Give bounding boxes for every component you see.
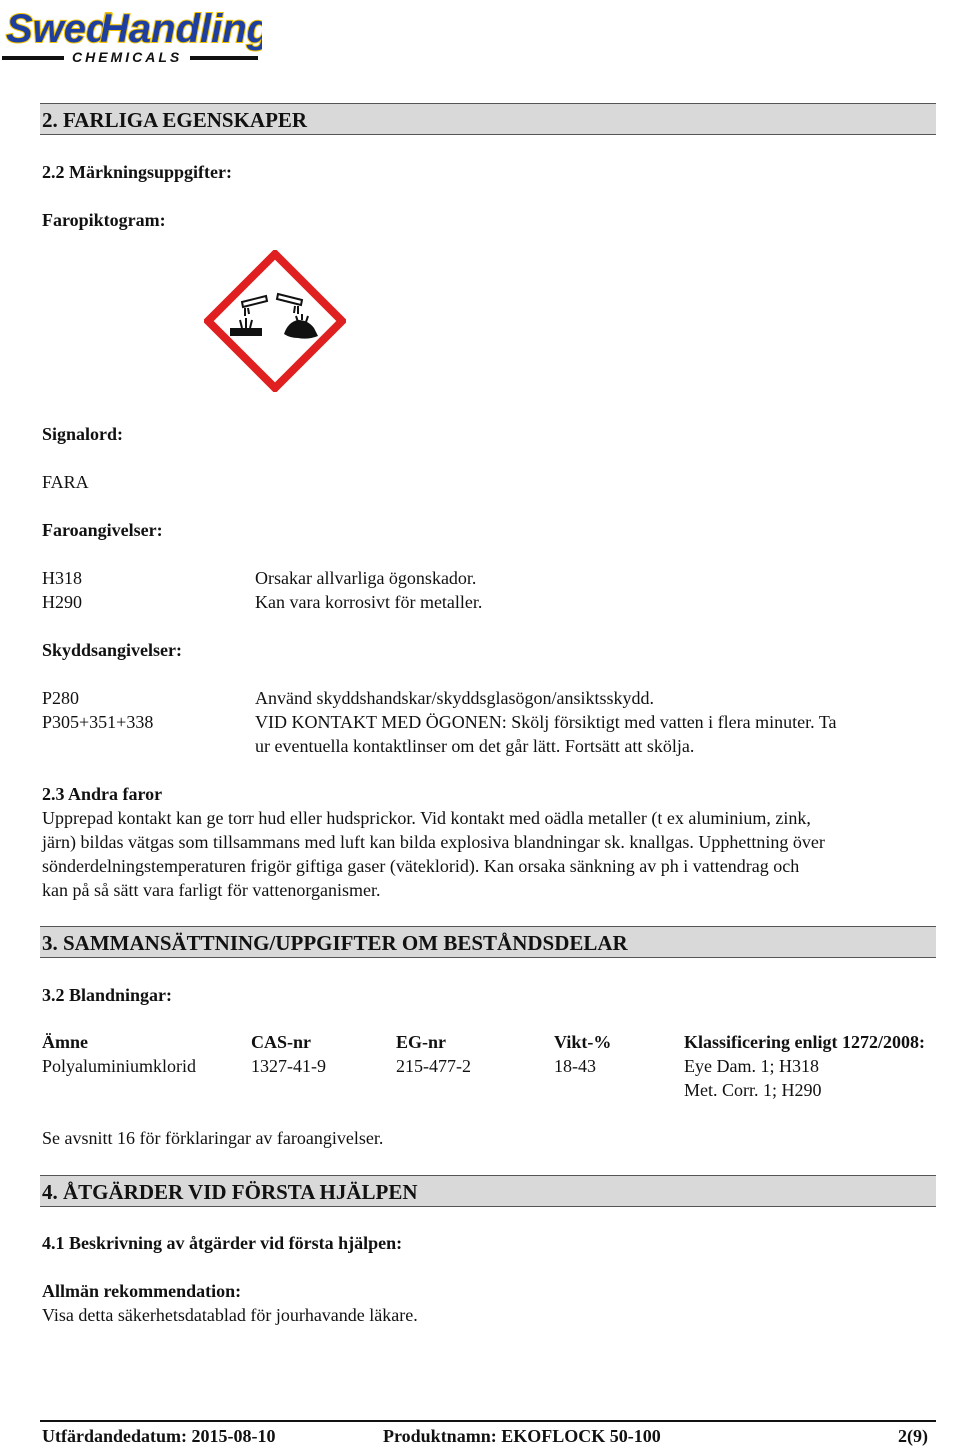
- table-cell-weight: 18-43: [554, 1056, 596, 1076]
- table-cell-eg: 215-477-2: [396, 1056, 471, 1076]
- logo-tagline: CHEMICALS: [72, 49, 183, 65]
- signal-word-label: Signalord:: [42, 424, 124, 444]
- precautionary-statements-label: Skyddsangivelser:: [42, 640, 183, 660]
- footer-page-number: 2(9): [898, 1426, 928, 1446]
- table-header-weight: Vikt-%: [554, 1032, 612, 1052]
- hazard-text: Orsakar allvarliga ögonskador.: [255, 568, 477, 588]
- footer-issue-date: [42, 1424, 276, 1448]
- table-cell-substance: Polyaluminiumklorid: [42, 1056, 197, 1076]
- other-hazards-line: sönderdelningstemperaturen frigör giftiga gaser (väteklorid). Kan orsaka sänkning av ph i vattendrag och: [42, 856, 800, 876]
- other-hazards-line: Upprepad kontakt kan ge torr hud eller hudsprickor. Vid kontakt med oädla metaller (t ex aluminium, zink,: [42, 808, 811, 828]
- table-header-substance: Ämne: [42, 1032, 88, 1052]
- logo-word-handling: Handling: [100, 7, 262, 51]
- general-advice-label: Allmän rekommendation:: [42, 1281, 242, 1301]
- table-header-classification: Klassificering enligt 1272/2008:: [684, 1032, 925, 1052]
- subsection-2-3-title: 2.3 Andra faror: [42, 784, 163, 804]
- precaution-text: ur eventuella kontaktlinser om det går lätt. Fortsätt att skölja.: [255, 736, 695, 756]
- table-cell-cas: 1327-41-9: [251, 1056, 326, 1076]
- precaution-code: P305+351+338: [42, 712, 154, 732]
- logo-graphic: [0, 2, 262, 72]
- section-4-header: [40, 1175, 936, 1207]
- section-2-header: [40, 103, 936, 135]
- table-header-cas: CAS-nr: [251, 1032, 312, 1052]
- precaution-text: VID KONTAKT MED ÖGONEN: Skölj försiktigt med vatten i flera minuter. Ta: [255, 712, 837, 732]
- hazard-code: H290: [42, 592, 82, 612]
- precaution-code: P280: [42, 688, 80, 708]
- signal-word: FARA: [42, 472, 89, 492]
- company-logo: [0, 2, 262, 72]
- section-3-title: 3. SAMMANSÄTTNING/UPPGIFTER OM BESTÅNDSDELAR: [42, 931, 628, 955]
- subsection-3-2-title: 3.2 Blandningar:: [42, 985, 173, 1005]
- other-hazards-line: kan på så sätt vara farligt för vattenorganismer.: [42, 880, 381, 900]
- corrosion-pictogram-icon: [204, 250, 346, 392]
- general-advice-text: Visa detta säkerhetsdatablad för jourhavande läkare.: [42, 1305, 418, 1325]
- logo-word-swed: Swed: [6, 7, 111, 51]
- hazard-code: H318: [42, 568, 82, 588]
- table-cell-classification: Met. Corr. 1; H290: [684, 1080, 822, 1100]
- footer-product-label: Produktnamn: [383, 1426, 491, 1446]
- footer-product: [383, 1424, 661, 1448]
- section-3-header: [40, 926, 936, 958]
- table-cell-classification: Eye Dam. 1; H318: [684, 1056, 819, 1076]
- hazard-explanation-note: Se avsnitt 16 för förklaringar av faroangivelser.: [42, 1128, 384, 1148]
- other-hazards-line: järn) bildas vätgas som tillsammans med luft kan bilda explosiva blandningar sk. knallgas. Upphettning över: [42, 832, 825, 852]
- subsection-2-2-title: 2.2 Märkningsuppgifter:: [42, 162, 233, 182]
- precaution-text: Använd skyddshandskar/skyddsglasögon/ansiktsskydd.: [255, 688, 654, 708]
- pictogram-label: Faropiktogram:: [42, 210, 166, 230]
- hazard-statements-label: Faroangivelser:: [42, 520, 163, 540]
- table-header-eg: EG-nr: [396, 1032, 447, 1052]
- footer-date-value: : 2015-08-10: [181, 1426, 276, 1446]
- section-2-title: 2. FARLIGA EGENSKAPER: [42, 108, 308, 132]
- hazard-text: Kan vara korrosivt för metaller.: [255, 592, 483, 612]
- footer-product-value: : EKOFLOCK 50-100: [490, 1426, 661, 1446]
- section-4-title: 4. ÅTGÄRDER VID FÖRSTA HJÄLPEN: [42, 1180, 418, 1204]
- footer-date-label: Utfärdandedatum: [42, 1426, 182, 1446]
- subsection-4-1-title: 4.1 Beskrivning av åtgärder vid första hjälpen:: [42, 1233, 403, 1253]
- footer-divider: [40, 1420, 936, 1422]
